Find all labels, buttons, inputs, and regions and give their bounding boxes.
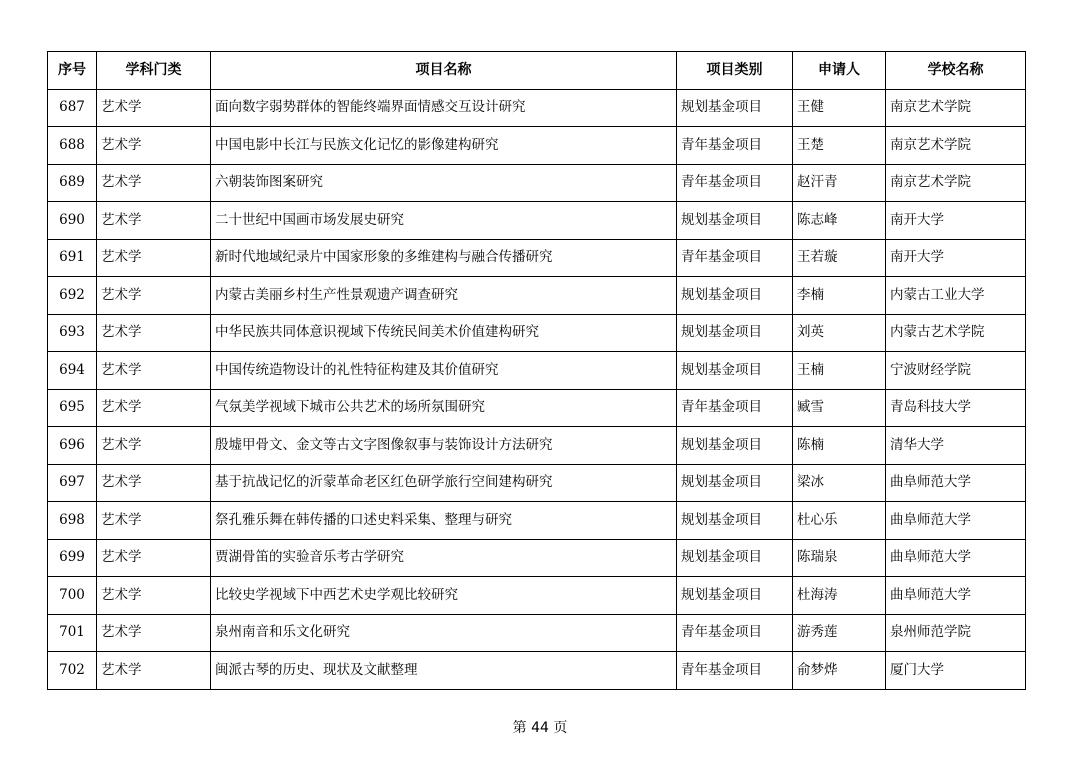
header-project-name: 项目名称 [211,52,677,90]
cell-school: 曲阜师范大学 [886,502,1026,540]
cell-seq: 698 [48,502,97,540]
cell-project-type: 青年基金项目 [677,614,793,652]
table-row [48,427,1026,465]
cell-project-name: 泉州南音和乐文化研究 [211,614,677,652]
cell-seq: 697 [48,464,97,502]
cell-school: 南京艺术学院 [886,89,1026,127]
cell-project-type: 青年基金项目 [677,652,793,690]
cell-applicant: 王健 [793,89,886,127]
cell-school: 南京艺术学院 [886,127,1026,165]
cell-discipline: 艺术学 [97,127,211,165]
cell-project-type: 青年基金项目 [677,239,793,277]
cell-discipline: 艺术学 [97,314,211,352]
cell-discipline: 艺术学 [97,464,211,502]
cell-school: 曲阜师范大学 [886,577,1026,615]
cell-applicant: 王楚 [793,127,886,165]
table-row [48,577,1026,615]
cell-discipline: 艺术学 [97,539,211,577]
cell-applicant: 游秀莲 [793,614,886,652]
cell-seq: 695 [48,389,97,427]
cell-school: 泉州师范学院 [886,614,1026,652]
cell-seq: 693 [48,314,97,352]
cell-project-name: 祭孔雅乐舞在韩传播的口述史料采集、整理与研究 [211,502,677,540]
cell-applicant: 陈志峰 [793,202,886,240]
cell-discipline: 艺术学 [97,202,211,240]
table-body [48,89,1026,689]
header-seq: 序号 [48,52,97,90]
cell-project-name: 闽派古琴的历史、现状及文献整理 [211,652,677,690]
cell-project-type: 规划基金项目 [677,89,793,127]
table-row [48,164,1026,202]
cell-school: 清华大学 [886,427,1026,465]
cell-project-name: 中国电影中长江与民族文化记忆的影像建构研究 [211,127,677,165]
cell-school: 青岛科技大学 [886,389,1026,427]
header-applicant: 申请人 [793,52,886,90]
cell-seq: 696 [48,427,97,465]
table-row [48,202,1026,240]
table-row [48,277,1026,315]
cell-discipline: 艺术学 [97,577,211,615]
cell-discipline: 艺术学 [97,164,211,202]
table-row [48,352,1026,390]
cell-project-name: 殷墟甲骨文、金文等古文字图像叙事与装饰设计方法研究 [211,427,677,465]
cell-discipline: 艺术学 [97,352,211,390]
cell-project-type: 规划基金项目 [677,502,793,540]
cell-seq: 689 [48,164,97,202]
cell-project-type: 规划基金项目 [677,464,793,502]
cell-seq: 702 [48,652,97,690]
cell-discipline: 艺术学 [97,502,211,540]
cell-school: 南京艺术学院 [886,164,1026,202]
cell-applicant: 梁冰 [793,464,886,502]
cell-school: 内蒙古工业大学 [886,277,1026,315]
cell-project-name: 新时代地域纪录片中国家形象的多维建构与融合传播研究 [211,239,677,277]
cell-project-name: 贾湖骨笛的实验音乐考古学研究 [211,539,677,577]
cell-project-name: 二十世纪中国画市场发展史研究 [211,202,677,240]
table-row [48,652,1026,690]
page-number: 第 44 页 [512,720,568,736]
cell-project-name: 内蒙古美丽乡村生产性景观遗产调查研究 [211,277,677,315]
cell-discipline: 艺术学 [97,427,211,465]
cell-seq: 690 [48,202,97,240]
cell-seq: 688 [48,127,97,165]
cell-project-type: 青年基金项目 [677,127,793,165]
table-row [48,539,1026,577]
cell-applicant: 臧雪 [793,389,886,427]
cell-applicant: 陈楠 [793,427,886,465]
cell-school: 内蒙古艺术学院 [886,314,1026,352]
cell-applicant: 陈瑞泉 [793,539,886,577]
cell-seq: 687 [48,89,97,127]
cell-seq: 691 [48,239,97,277]
cell-school: 南开大学 [886,239,1026,277]
cell-seq: 694 [48,352,97,390]
project-table [47,51,1026,690]
table-row [48,464,1026,502]
header-project-type: 项目类别 [677,52,793,90]
cell-project-name: 气氛美学视域下城市公共艺术的场所氛围研究 [211,389,677,427]
cell-project-type: 规划基金项目 [677,352,793,390]
cell-project-name: 中国传统造物设计的礼性特征构建及其价值研究 [211,352,677,390]
cell-discipline: 艺术学 [97,89,211,127]
cell-seq: 692 [48,277,97,315]
cell-project-type: 规划基金项目 [677,202,793,240]
cell-project-type: 规划基金项目 [677,314,793,352]
cell-applicant: 杜海涛 [793,577,886,615]
table-row [48,502,1026,540]
cell-applicant: 王若璇 [793,239,886,277]
cell-school: 厦门大学 [886,652,1026,690]
cell-discipline: 艺术学 [97,277,211,315]
cell-applicant: 李楠 [793,277,886,315]
cell-seq: 699 [48,539,97,577]
table-row [48,127,1026,165]
cell-project-name: 基于抗战记忆的沂蒙革命老区红色研学旅行空间建构研究 [211,464,677,502]
cell-project-type: 规划基金项目 [677,277,793,315]
cell-applicant: 王楠 [793,352,886,390]
cell-school: 南开大学 [886,202,1026,240]
cell-discipline: 艺术学 [97,652,211,690]
cell-project-type: 青年基金项目 [677,164,793,202]
cell-project-type: 规划基金项目 [677,577,793,615]
cell-school: 曲阜师范大学 [886,539,1026,577]
table-header-row [48,52,1026,90]
cell-applicant: 赵汗青 [793,164,886,202]
table-row [48,614,1026,652]
cell-project-type: 规划基金项目 [677,539,793,577]
cell-discipline: 艺术学 [97,239,211,277]
header-school: 学校名称 [886,52,1026,90]
cell-discipline: 艺术学 [97,614,211,652]
cell-applicant: 杜心乐 [793,502,886,540]
cell-project-type: 规划基金项目 [677,427,793,465]
cell-project-name: 比较史学视域下中西艺术史学观比较研究 [211,577,677,615]
cell-project-name: 面向数字弱势群体的智能终端界面情感交互设计研究 [211,89,677,127]
cell-seq: 701 [48,614,97,652]
cell-project-name: 六朝装饰图案研究 [211,164,677,202]
cell-seq: 700 [48,577,97,615]
table-row [48,239,1026,277]
cell-school: 曲阜师范大学 [886,464,1026,502]
cell-school: 宁波财经学院 [886,352,1026,390]
table-row [48,89,1026,127]
cell-applicant: 俞梦烨 [793,652,886,690]
header-discipline: 学科门类 [97,52,211,90]
cell-project-name: 中华民族共同体意识视域下传统民间美术价值建构研究 [211,314,677,352]
cell-applicant: 刘英 [793,314,886,352]
table-row [48,389,1026,427]
cell-project-type: 青年基金项目 [677,389,793,427]
cell-discipline: 艺术学 [97,389,211,427]
table-row [48,314,1026,352]
